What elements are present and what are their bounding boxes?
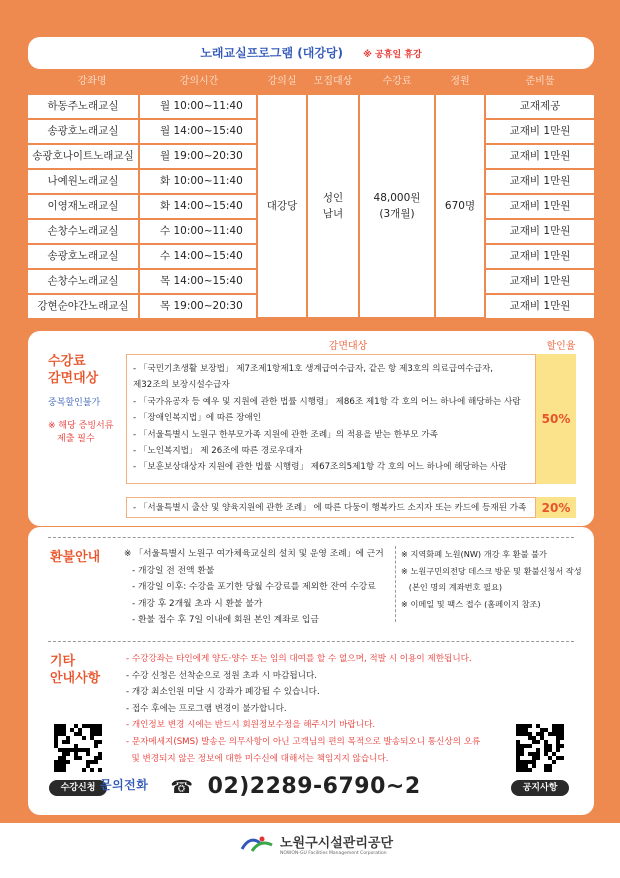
etc-item: - 문자메세지(SMS) 발송은 의무사항이 아닌 고객님의 편의 목적으로 발송되오니 통신상의 오류 (126, 736, 481, 747)
table-cell-time: 수 14:00~15:40 (140, 245, 256, 268)
table-cell-material: 교재비 1만원 (486, 195, 594, 218)
room-cell (258, 95, 306, 317)
refund-note: ※ 이메일 및 팩스 접수 (홈페이지 참조) (401, 598, 541, 609)
program-title-bar (28, 37, 594, 69)
discount-note-1: ※ 해당 증빙서류 (48, 421, 114, 431)
table-cell-name: 송광호나이트노래교실 (28, 145, 138, 168)
etc-label (50, 653, 100, 687)
table-cell-name: 손창수노래교실 (28, 220, 138, 243)
col-header: 준비물 (525, 76, 555, 87)
phone-number[interactable]: 02)2289-6790~2 (207, 774, 421, 799)
table-cell-name: 손창수노래교실 (28, 270, 138, 293)
refund-item: - 개강일 전 전액 환불 (132, 565, 215, 576)
table-cell-material: 교재비 1만원 (486, 245, 594, 268)
refund-item: - 개강일 이후: 수강을 포기한 당월 수강료를 제외한 잔여 수강료 (132, 582, 376, 592)
table-cell-material: 교재비 1만원 (486, 120, 594, 143)
table-cell-material: 교재비 1만원 (486, 220, 594, 243)
qr-code-register[interactable] (50, 720, 106, 776)
table-cell-time: 수 10:00~11:40 (140, 220, 256, 243)
col-header: 강의실 (267, 76, 297, 87)
discount-item: 제32조의 보장시설수급자 (133, 380, 230, 391)
refund-item: - 환불 접수 후 7일 이내에 회원 본인 계좌로 입금 (132, 615, 319, 625)
refund-note: ※ 지역화폐 노원(NW) 개강 후 환불 불가 (401, 549, 547, 559)
table-cell-time: 목 14:00~15:40 (140, 270, 256, 293)
discount-label (48, 353, 134, 446)
col-header: 강의시간 (179, 76, 219, 87)
notice-button[interactable]: 공지사항 (511, 780, 569, 796)
table-cell-material: 교재비 1만원 (486, 270, 594, 293)
discount-panel (28, 331, 594, 526)
table-cell-material: 교재비 1만원 (486, 145, 594, 168)
etc-title-2: 안내사항 (50, 671, 101, 686)
room-value: 대강당 (266, 200, 298, 212)
col-header: 모집대상 (313, 76, 353, 87)
refund-right (395, 546, 585, 622)
rate-50-box (536, 354, 576, 484)
divider-mid (48, 641, 574, 642)
discount-items-box (126, 354, 536, 484)
org-subname: NOWON-GU Facilities Management Corporation (280, 851, 387, 856)
fee-cell (360, 95, 434, 317)
col-rate-header: 할인율 (546, 341, 576, 352)
org-name: 노원구시설관리공단 (280, 836, 394, 851)
program-title: 노래교실프로그램 (대강당) (200, 46, 343, 60)
fee-line-2: (3개월) (379, 208, 415, 220)
table-cell-material: 교재비 1만원 (486, 170, 594, 193)
refund-note: (본인 명의 계좌번호 필요) (401, 582, 503, 592)
contact-label: 문의전화 (100, 778, 149, 792)
col-header: 수강료 (382, 76, 412, 87)
divider-top (48, 537, 574, 538)
org-logo-icon (240, 833, 274, 855)
table-cell-time: 목 19:00~20:30 (140, 295, 256, 318)
etc-item: 및 변경되지 않은 정보에 대한 미수신에 대해서는 책임지지 않습니다. (126, 753, 389, 764)
rate-50: 50% (541, 412, 571, 426)
refund-left (124, 546, 384, 629)
footer-logo (240, 832, 393, 856)
etc-title-1: 기타 (50, 654, 76, 669)
table-cell-material: 교재제공 (486, 95, 594, 118)
discount-item-2-box (126, 497, 536, 518)
fee-line-1: 48,000원 (373, 192, 421, 204)
table-cell-name: 하동주노래교실 (28, 95, 138, 118)
table-cell-time: 월 14:00~15:40 (140, 120, 256, 143)
discount-note-2: 제출 필수 (57, 434, 95, 444)
refund-lead: ※ 「서울특별시 노원구 여가체육교실의 설치 및 운영 조례」에 근거 (124, 549, 384, 559)
table-cell-time: 월 19:00~20:30 (140, 145, 256, 168)
discount-item-2: - 「서울특별시 출산 및 양육지원에 관한 조례」 에 따른 다둥이 행복카드 소지자 또는 카드에 등재된 가족 (133, 503, 527, 513)
phone-icon: ☎ (170, 777, 194, 798)
capacity-cell (436, 95, 484, 317)
refund-item: - 개강 후 2개월 초과 시 환불 불가 (132, 598, 263, 609)
capacity-value: 670명 (444, 200, 476, 212)
table-cell-name: 이영재노래교실 (28, 195, 138, 218)
discount-item: - 「보훈보상대상자 지원에 관한 법률 시행령」 제67조의5제1항 각 호의 어느 하나에 해당하는 사람 (133, 462, 507, 473)
col-header: 정원 (450, 76, 470, 87)
etc-items (126, 651, 480, 767)
discount-item: - 「장애인복지법」에 따른 장애인 (133, 413, 262, 424)
discount-title-2: 감면대상 (48, 371, 99, 386)
table-cell-time: 월 10:00~11:40 (140, 95, 256, 118)
discount-item: - 「국가유공자 등 예우 및 지원에 관한 법률 시행령」 제86조 제1항 각 호의 어느 하나에 해당하는 사람 (133, 396, 521, 407)
etc-item: - 개인정보 변경 시에는 반드시 회원정보수정을 해주시기 바랍니다. (126, 720, 376, 731)
col-target-header: 감면대상 (328, 341, 368, 352)
target-line-1: 성인 (322, 192, 344, 204)
rate-20: 20% (541, 500, 571, 515)
table-cell-name: 강현순야간노래교실 (28, 295, 138, 318)
table-cell-name: 송광호노래교실 (28, 245, 138, 268)
table-cell-time: 화 10:00~11:40 (140, 170, 256, 193)
info-panel (28, 527, 594, 815)
refund-title: 환불안내 (50, 550, 101, 565)
target-line-2: 남녀 (322, 208, 344, 220)
register-button[interactable]: 수강신청 (49, 780, 107, 796)
rate-20-box (536, 497, 576, 518)
table-cell-name: 송광호노래교실 (28, 120, 138, 143)
etc-item: - 접수 후에는 프로그램 변경이 불가합니다. (126, 703, 287, 714)
discount-item: - 「서울특별시 노원구 한부모가족 지원에 관한 조례」의 적용을 받는 한부모 가족 (133, 429, 438, 440)
discount-item: - 「노인복지법」 제 26조에 따른 경로우대자 (133, 446, 303, 457)
table-cell-material: 교재비 1만원 (486, 295, 594, 318)
etc-item: - 수강 신청은 선착순으로 정원 초과 시 마감됩니다. (126, 670, 317, 681)
holiday-note: ※ 공휴일 휴강 (363, 50, 422, 60)
refund-note: ※ 노원구민의전당 데스크 방문 및 환불신청서 작성 (401, 565, 582, 576)
etc-item: - 수강강좌는 타인에게 양도·양수 또는 임의 대여를 할 수 없으며, 적발 시 이용이 제한됩니다. (126, 654, 472, 664)
etc-item: - 개강 최소인원 미달 시 강좌가 폐강될 수 있습니다. (126, 687, 320, 698)
col-header: 강좌명 (77, 76, 107, 87)
table-cell-time: 화 14:00~15:40 (140, 195, 256, 218)
contact-phone (100, 774, 421, 799)
qr-code-notice[interactable] (512, 720, 568, 776)
discount-subtitle: 중복할인불가 (48, 398, 101, 408)
discount-item: - 「국민기초생활 보장법」 제7조제1항제1호 생계급여수급자, 같은 항 제3호의 의료급여수급자, (133, 364, 494, 374)
table-cell-name: 나예원노래교실 (28, 170, 138, 193)
discount-title-1: 수강료 (48, 354, 86, 369)
target-cell (308, 95, 358, 317)
